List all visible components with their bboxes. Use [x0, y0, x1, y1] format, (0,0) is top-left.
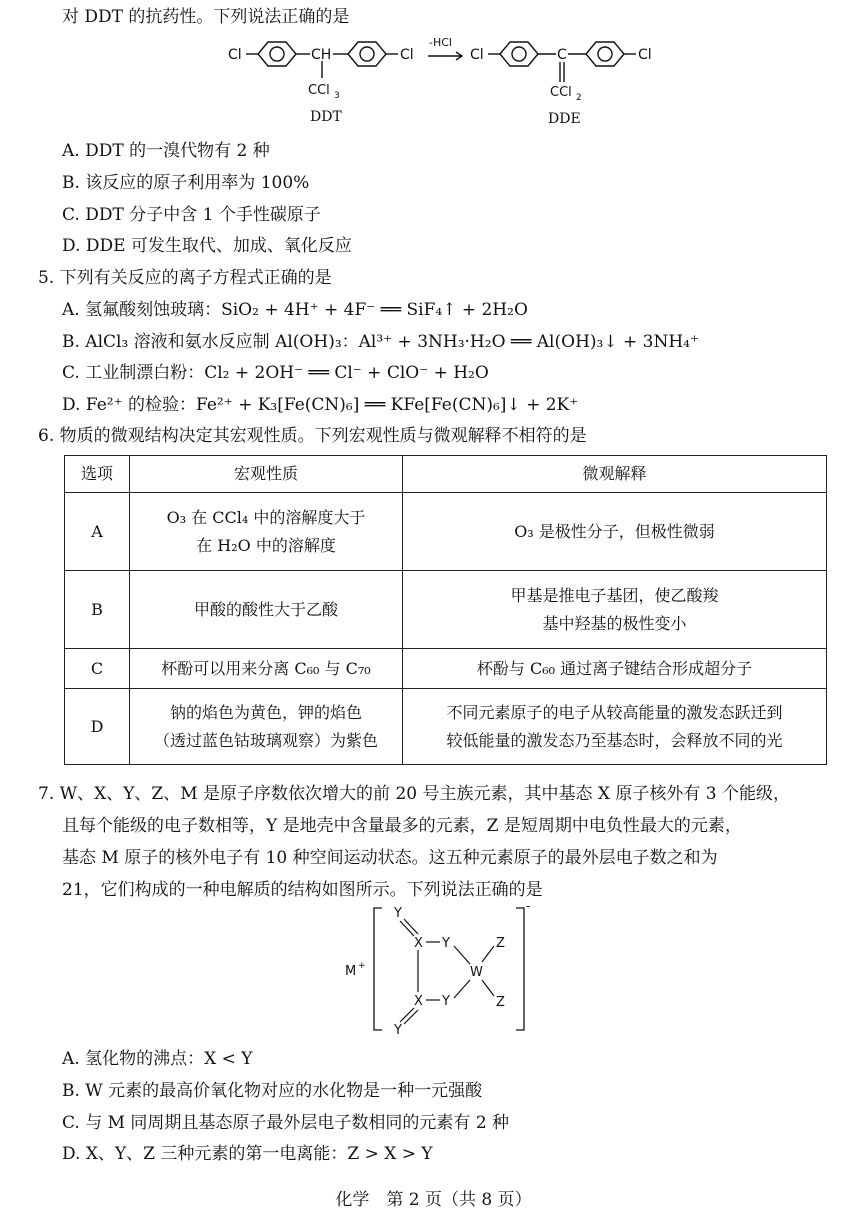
dde-label: DDE	[548, 111, 581, 127]
page-footer: 化学 第 2 页（共 8 页）	[335, 1190, 532, 1210]
q7-stem-line: 基态 M 原子的核外电子有 10 种空间运动状态。这五种元素原子的最外层电子数之和为	[62, 848, 718, 868]
micro-line: 较低能量的激发态乃至基态时，会释放不同的光	[446, 730, 783, 750]
svg-text:+: +	[358, 961, 366, 971]
macro-line: 钠的焰色为黄色，钾的焰色	[169, 702, 362, 722]
svg-text:X: X	[414, 994, 423, 1009]
svg-text:CCl: CCl	[550, 85, 572, 100]
svg-text:Z: Z	[496, 995, 505, 1010]
micro-line: 基中羟基的极性变小	[542, 613, 687, 633]
q6-stem: 6. 物质的微观结构决定其宏观性质。下列宏观性质与微观解释不相符的是	[38, 426, 587, 446]
q5-option-d: D. Fe²⁺ 的检验：Fe²⁺ + K₃[Fe(CN)₆] ══ KFe[Fe(CN)₆]↓ + 2K⁺	[62, 395, 579, 415]
svg-text:Y: Y	[442, 994, 450, 1009]
q7-option-c: C. 与 M 同周期且基态原子最外层电子数相同的元素有 2 种	[62, 1113, 510, 1133]
row-micro	[403, 649, 827, 689]
svg-text:Y: Y	[394, 1023, 402, 1038]
q5-stem: 5. 下列有关反应的离子方程式正确的是	[38, 268, 332, 288]
svg-text:Cl: Cl	[470, 47, 484, 63]
micro-line: 不同元素原子的电子从较高能量的激发态跃迁到	[446, 702, 783, 722]
q5-option-b: B. AlCl₃ 溶液和氨水反应制 Al(OH)₃：Al³⁺ + 3NH₃·H₂O ══ Al(OH)₃↓ + 3NH₄⁺	[62, 332, 699, 352]
row-option: C	[65, 649, 130, 689]
table-header-row	[65, 456, 827, 493]
micro-line: 甲基是推电子基团，使乙酸羧	[510, 585, 719, 605]
q7-option-b: B. W 元素的最高价氧化物对应的水化物是一种一元强酸	[62, 1081, 483, 1101]
row-option: A	[65, 493, 130, 571]
q7-stem-line: 7. W、X、Y、Z、M 是原子序数依次增大的前 20 号主族元素，其中基态 X 原子核外有 3 个能级，	[38, 784, 791, 804]
macro-line: 在 H₂O 中的溶解度	[196, 535, 336, 555]
q4-stem-tail: 对 DDT 的抗药性。下列说法正确的是	[62, 7, 350, 27]
svg-text:-: -	[526, 900, 531, 913]
row-option: D	[65, 689, 130, 765]
q4-option-a: A. DDT 的一溴代物有 2 种	[62, 141, 270, 161]
svg-text:Cl: Cl	[638, 47, 652, 63]
svg-text:Y: Y	[442, 936, 450, 951]
header-micro: 微观解释	[403, 456, 827, 493]
row-micro	[403, 493, 827, 571]
header-option: 选项	[65, 456, 130, 493]
table-row	[65, 689, 827, 765]
q7-stem-line: 21，它们构成的一种电解质的结构如图所示。下列说法正确的是	[62, 880, 543, 900]
svg-text:Y: Y	[394, 906, 402, 921]
svg-text:2: 2	[576, 93, 582, 103]
svg-text:CH: CH	[311, 47, 332, 63]
row-micro	[403, 689, 827, 765]
row-macro	[130, 649, 403, 689]
row-macro	[130, 689, 403, 765]
reaction-arrow-label: -HCl	[429, 36, 452, 49]
q6-table	[64, 455, 827, 765]
svg-text:Z: Z	[496, 936, 505, 951]
svg-text:W: W	[470, 965, 483, 980]
macro-line: （透过蓝色钴玻璃观察）为紫色	[153, 730, 378, 750]
q4-option-c: C. DDT 分子中含 1 个手性碳原子	[62, 205, 321, 225]
micro-line: O₃ 是极性分子，但极性微弱	[514, 521, 715, 541]
table-row	[65, 493, 827, 571]
svg-text:3: 3	[334, 91, 340, 101]
svg-text:M: M	[345, 964, 357, 979]
micro-line: 杯酚与 C₆₀ 通过离子键结合形成超分子	[476, 658, 753, 678]
q4-option-d: D. DDE 可发生取代、加成、氧化反应	[62, 236, 352, 256]
header-macro: 宏观性质	[130, 456, 403, 493]
q5-option-a: A. 氢氟酸刻蚀玻璃：SiO₂ + 4H⁺ + 4F⁻ ══ SiF₄↑ + 2H₂O	[62, 300, 528, 320]
row-micro	[403, 571, 827, 649]
ddt-label: DDT	[310, 109, 342, 125]
svg-text:C: C	[557, 47, 567, 63]
q7-option-a: A. 氢化物的沸点：X < Y	[62, 1049, 253, 1069]
q7-stem-line: 且每个能级的电子数相等，Y 是地壳中含量最多的元素，Z 是短周期中电负性最大的元素，	[62, 816, 742, 836]
macro-line: 甲酸的酸性大于乙酸	[193, 599, 338, 619]
table-row	[65, 649, 827, 689]
svg-text:Cl: Cl	[228, 47, 242, 63]
table-row	[65, 571, 827, 649]
svg-text:X: X	[414, 936, 423, 951]
svg-text:CCl: CCl	[308, 83, 330, 98]
svg-text:Cl: Cl	[400, 47, 414, 63]
electrolyte-structure-diagram	[330, 900, 550, 1045]
q7-option-d: D. X、Y、Z 三种元素的第一电离能：Z > X > Y	[62, 1144, 433, 1164]
row-option: B	[65, 571, 130, 649]
q4-option-b: B. 该反应的原子利用率为 100%	[62, 173, 310, 193]
q5-option-c: C. 工业制漂白粉：Cl₂ + 2OH⁻ ══ Cl⁻ + ClO⁻ + H₂O	[62, 363, 489, 383]
row-macro	[130, 493, 403, 571]
row-macro	[130, 571, 403, 649]
macro-line: 杯酚可以用来分离 C₆₀ 与 C₇₀	[161, 658, 371, 678]
macro-line: O₃ 在 CCl₄ 中的溶解度大于	[166, 507, 366, 527]
